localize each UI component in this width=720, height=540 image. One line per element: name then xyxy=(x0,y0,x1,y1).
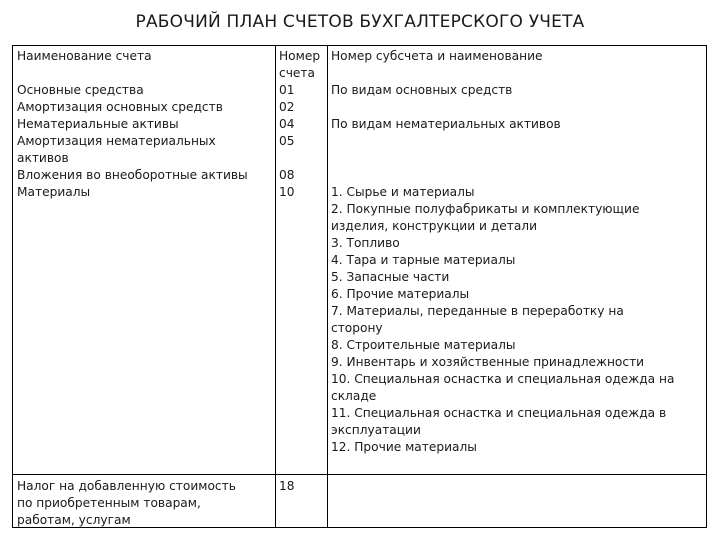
subaccount-materials-line: 11. Специальная оснастка и специальная одежда в xyxy=(331,406,667,420)
header-account-number-line2: счета xyxy=(279,66,315,80)
accounts-table xyxy=(12,45,707,528)
header-subaccount: Номер субсчета и наименование xyxy=(331,49,543,63)
header-account-number-line1: Номер xyxy=(279,49,321,63)
row-divider xyxy=(13,474,706,475)
account-name-fixed-assets: Основные средства xyxy=(17,83,144,97)
subaccount-materials-line: 8. Строительные материалы xyxy=(331,338,516,352)
subaccount-materials-line: 9. Инвентарь и хозяйственные принадлежности xyxy=(331,355,645,369)
page-title: РАБОЧИЙ ПЛАН СЧЕТОВ БУХГАЛТЕРСКОГО УЧЕТА xyxy=(135,12,585,32)
subaccount-intangibles: По видам нематериальных активов xyxy=(331,117,561,131)
account-name-intangibles: Нематериальные активы xyxy=(17,117,179,131)
account-name-vat-line3: работам, услугам xyxy=(17,513,131,527)
subaccount-materials-line: 5. Запасные части xyxy=(331,270,450,284)
account-number-01: 01 xyxy=(279,83,295,97)
subaccount-materials-line: 6. Прочие материалы xyxy=(331,287,470,301)
account-number-05: 05 xyxy=(279,134,295,148)
account-number-08: 08 xyxy=(279,168,295,182)
account-number-18: 18 xyxy=(279,479,295,493)
subaccount-materials-line: складе xyxy=(331,389,377,403)
subaccount-materials-line: изделия, конструкции и детали xyxy=(331,219,538,233)
account-name-intangibles-amortization-line2: активов xyxy=(17,151,69,165)
account-number-02: 02 xyxy=(279,100,295,114)
subaccount-materials-line: 4. Тара и тарные материалы xyxy=(331,253,516,267)
subaccount-fixed-assets: По видам основных средств xyxy=(331,83,513,97)
subaccount-materials-line: 2. Покупные полуфабрикаты и комплектующие xyxy=(331,202,640,216)
subaccount-materials-line: 7. Материалы, переданные в переработку на xyxy=(331,304,624,318)
subaccount-materials-line: эксплуатации xyxy=(331,423,421,437)
header-account-name: Наименование счета xyxy=(17,49,152,63)
account-number-10: 10 xyxy=(279,185,295,199)
account-name-vat-line2: по приобретенным товарам, xyxy=(17,496,201,510)
subaccount-materials-line: 12. Прочие материалы xyxy=(331,440,477,454)
subaccount-materials-1: 1. Сырье и материалы xyxy=(331,185,475,199)
column-divider-1 xyxy=(275,46,276,527)
account-name-depreciation: Амортизация основных средств xyxy=(17,100,223,114)
account-name-vat-line1: Налог на добавленную стоимость xyxy=(17,479,236,493)
subaccount-materials-line: 10. Специальная оснастка и специальная одежда на xyxy=(331,372,675,386)
account-name-noncurrent-investments: Вложения во внеоборотные активы xyxy=(17,168,248,182)
account-name-materials: Материалы xyxy=(17,185,91,199)
column-divider-2 xyxy=(327,46,328,527)
subaccount-materials-line: 3. Топливо xyxy=(331,236,400,250)
account-number-04: 04 xyxy=(279,117,295,131)
subaccount-materials-line: сторону xyxy=(331,321,383,335)
account-name-intangibles-amortization-line1: Амортизация нематериальных xyxy=(17,134,216,148)
